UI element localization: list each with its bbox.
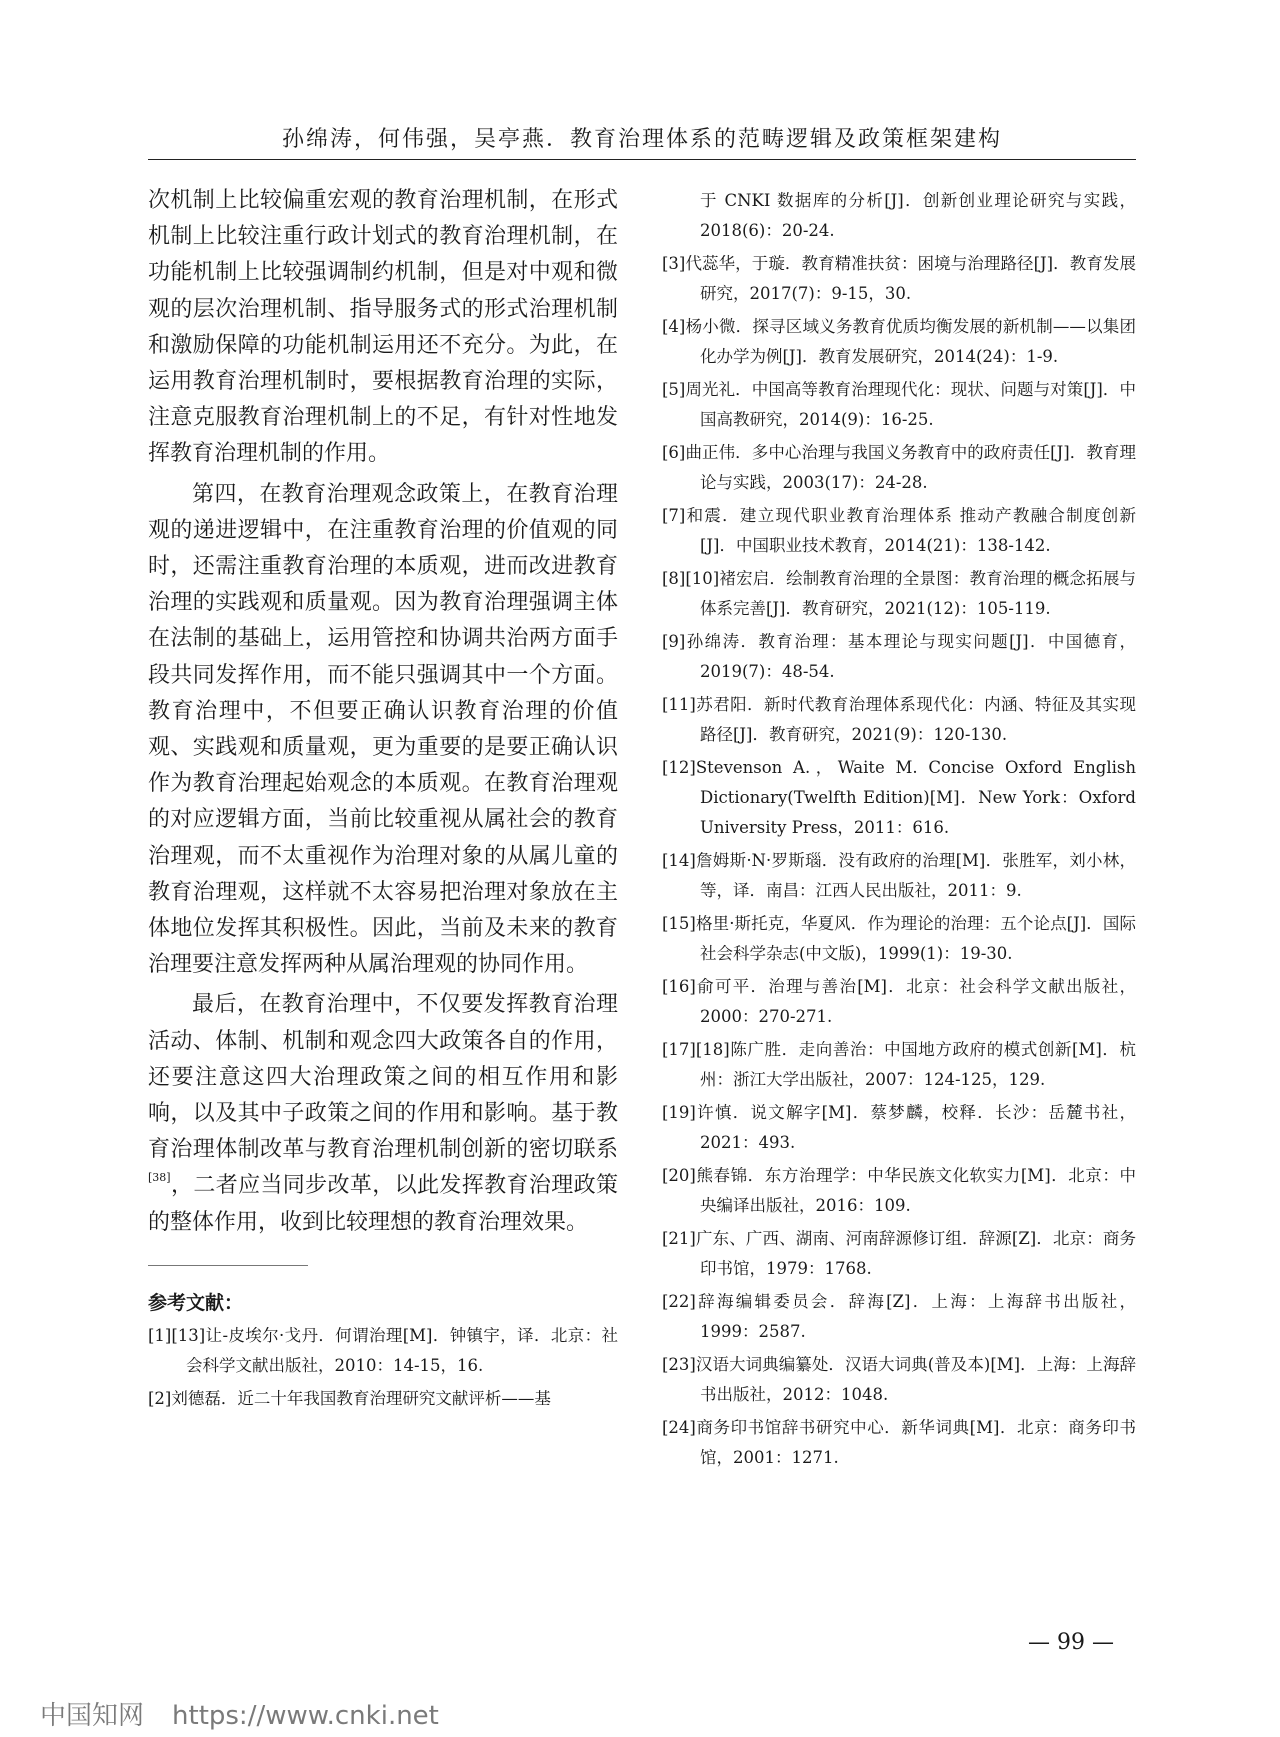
body-paragraph: 次机制上比较偏重宏观的教育治理机制，在形式机制上比较注重行政计划式的教育治理机制，在功能机制上比较强调制约机制，但是对中观和微观的层次治理机制、指导服务式的形式治理机制和激励保障的功能机制运用还不充分。为此，在运用教育治理机制时，要根据教育治理的实际，注意克服教育治理机制上的不足，有针对性地发挥教育治理机制的作用。	[148, 188, 618, 467]
reference-item: [20]熊春锦．东方治理学：中华民族文化软实力[M]．北京：中央编译出版社，2016：109.	[662, 1166, 1136, 1215]
reference-item: [2]刘德磊．近二十年我国教育治理研究文献评析——基	[148, 1388, 551, 1408]
header-rule	[148, 159, 1136, 160]
reference-item: [17][18]陈广胜．走向善治：中国地方政府的模式创新[M]．杭州：浙江大学出版社，2007：124-125，129.	[662, 1040, 1136, 1089]
reference-item: [19]许慎．说文解字[M]．蔡梦麟，校释．长沙：岳麓书社，2021：493.	[662, 1103, 1136, 1152]
right-column	[662, 186, 1136, 1476]
reference-item: [15]格里·斯托克，华夏风．作为理论的治理：五个论点[J]．国际社会科学杂志(中文版)，1999(1)：19-30.	[662, 914, 1136, 963]
body-text: 最后，在教育治理中，不仅要发挥教育治理活动、体制、机制和观念四大政策各自的作用，还要注意这四大治理政策之间的相互作用和影响，以及其中子政策之间的作用和影响。基于教育治理体制改革与教育治理机制创新的密切联系	[148, 992, 618, 1163]
page-number: — 99 —	[1028, 1630, 1114, 1655]
reference-item: [7]和震．建立现代职业教育治理体系 推动产教融合制度创新[J]．中国职业技术教育，2014(21)：138-142.	[662, 506, 1136, 555]
body-paragraph: 第四，在教育治理观念政策上，在教育治理观的递进逻辑中，在注重教育治理的价值观的同时，还需注重教育治理的本质观，进而改进教育治理的实践观和质量观。因为教育治理强调主体在法制的基础上，运用管控和协调共治两方面手段共同发挥作用，而不能只强调其中一个方面。教育治理中，不但要正确认识教育治理的价值观、实践观和质量观，更为重要的是要正确认识作为教育治理起始观念的本质观。在教育治理观的对应逻辑方面，当前比较重视从属社会的教育治理观，而不太重视作为治理对象的从属儿童的教育治理观，这样就不太容易把治理对象放在主体地位发挥其积极性。因此，当前及未来的教育治理要注意发挥两种从属治理观的协同作用。	[148, 481, 618, 978]
left-column	[148, 183, 618, 1417]
reference-item: [4]杨小微．探寻区域义务教育优质均衡发展的新机制——以集团化办学为例[J]．教育发展研究，2014(24)：1-9.	[662, 317, 1136, 366]
watermark	[40, 1695, 439, 1732]
section-divider	[148, 1265, 308, 1266]
reference-item: [5]周光礼．中国高等教育治理现代化：现状、问题与对策[J]．中国高教研究，2014(9)：16-25.	[662, 380, 1136, 429]
reference-item: [21]广东、广西、湖南、河南辞源修订组．辞源[Z]．北京：商务印书馆，1979：1768.	[662, 1229, 1136, 1278]
references-heading: 参考文献：	[148, 1291, 244, 1314]
reference-item: [9]孙绵涛．教育治理：基本理论与现实问题[J]．中国德育，2019(7)：48-54.	[662, 632, 1136, 681]
watermark-url[interactable]: https://www.cnki.net	[172, 1701, 439, 1731]
reference-item: [23]汉语大词典编纂处．汉语大词典(普及本)[M]．上海：上海辞书出版社，2012：1048.	[662, 1355, 1136, 1404]
reference-item: [3]代蕊华，于璇．教育精准扶贫：困境与治理路径[J]．教育发展研究，2017(7)：9-15，30.	[662, 254, 1136, 303]
reference-item: [24]商务印书馆辞书研究中心．新华词典[M]．北京：商务印书馆，2001：1271.	[662, 1418, 1136, 1467]
reference-item: [11]苏君阳．新时代教育治理体系现代化：内涵、特征及其实现路径[J]．教育研究，2021(9)：120-130.	[662, 695, 1136, 744]
reference-item: [16]俞可平．治理与善治[M]．北京：社会科学文献出版社，2000：270-271.	[662, 977, 1136, 1026]
reference-item: [8][10]褚宏启．绘制教育治理的全景图：教育治理的概念拓展与体系完善[J]．教育研究，2021(12)：105-119.	[662, 569, 1136, 618]
reference-item: [6]曲正伟．多中心治理与我国义务教育中的政府责任[J]．教育理论与实践，2003(17)：24-28.	[662, 443, 1136, 492]
reference-item: [1][13]让-皮埃尔·戈丹．何谓治理[M]．钟镇宇，译．北京：社会科学文献出版社，2010：14-15，16.	[148, 1325, 618, 1375]
running-header: 孙绵涛，何伟强，吴亭燕．教育治理体系的范畴逻辑及政策框架建构	[281, 127, 1002, 152]
watermark-brand: 中国知网	[40, 1701, 145, 1731]
citation-marker[interactable]: [38]	[148, 1171, 171, 1185]
reference-item: [12]Stevenson A.，Waite M. Concise Oxford English Dictionary(Twelfth Edition)[M]．New York：Oxford University Press，2011：616.	[662, 758, 1136, 837]
reference-item: [14]詹姆斯·N·罗斯瑙．没有政府的治理[M]．张胜军，刘小林，等，译．南昌：江西人民出版社，2011：9.	[662, 851, 1136, 900]
reference-item: [22]辞海编辑委员会．辞海[Z]．上海：上海辞书出版社，1999：2587.	[662, 1292, 1136, 1341]
body-text: ，二者应当同步改革，以此发挥教育治理政策的整体作用，收到比较理想的教育治理效果。	[148, 1173, 618, 1235]
body-paragraph-final	[148, 987, 618, 1240]
reference-continuation: 于 CNKI 数据库的分析[J]．创新创业理论研究与实践，2018(6)：20-24.	[700, 191, 1136, 240]
